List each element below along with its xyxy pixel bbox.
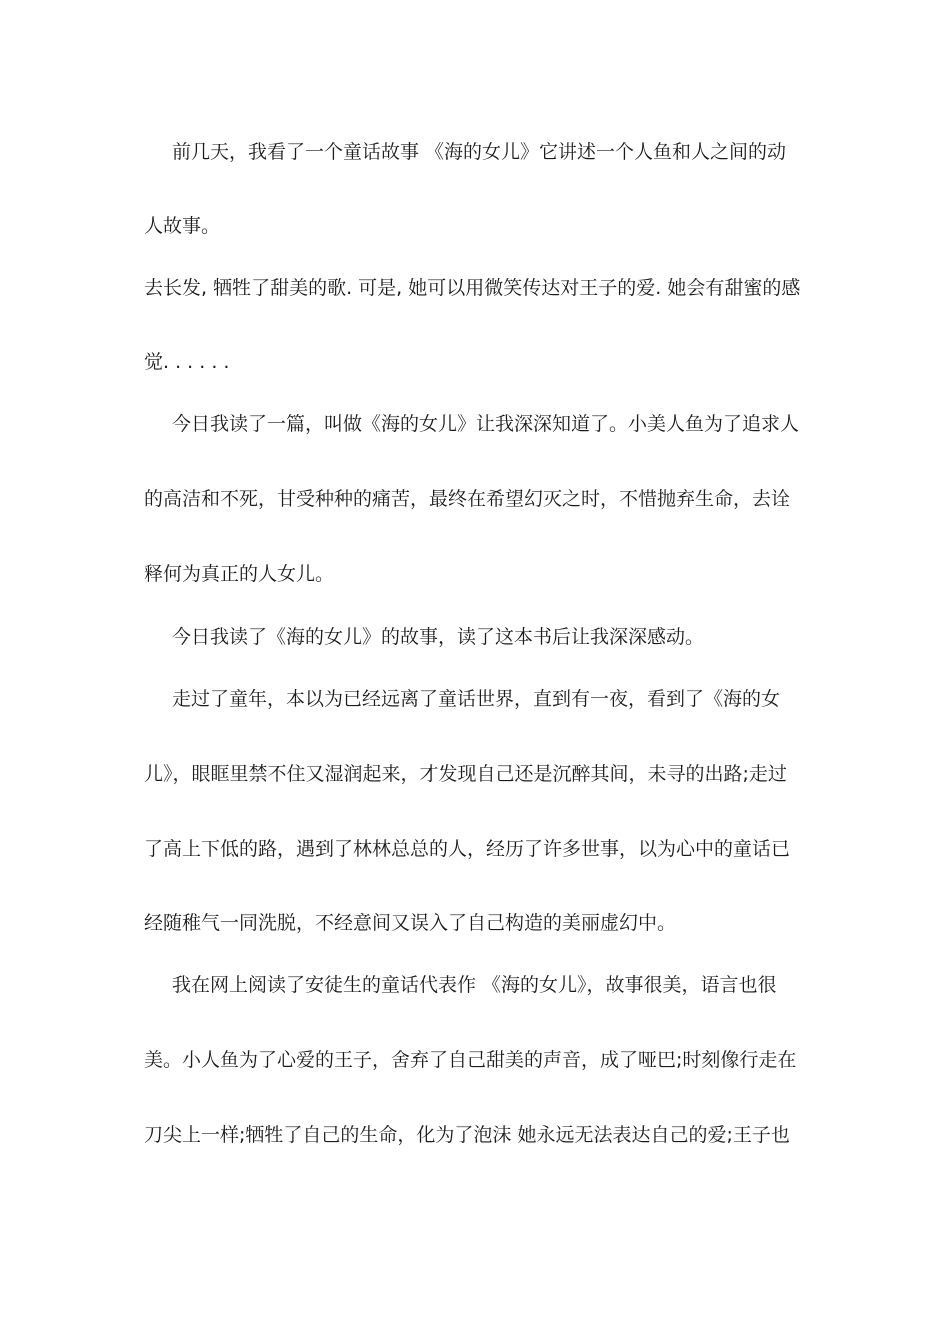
paragraph-line: 了高上下低的路，遇到了林林总总的人，经历了许多世事，以为心中的童话已 — [144, 838, 791, 860]
paragraph-line: 的高洁和不死，甘受种种的痛苦，最终在希望幻灭之时，不惜抛弃生命，去诠 — [144, 488, 791, 510]
paragraph-line: 去长发, 牺牲了甜美的歌. 可是, 她可以用微笑传达对王子的爱. 她会有甜蜜的感 — [144, 277, 801, 299]
paragraph-line: 觉. . . . . . — [144, 351, 230, 373]
paragraph-line: 经随稚气一同洗脱，不经意间又误入了自己构造的美丽虚幻中。 — [144, 912, 677, 934]
paragraph-line: 今日我读了《海的女儿》的故事，读了这本书后让我深深感动。 — [172, 626, 705, 648]
paragraph-line: 走过了童年，本以为已经远离了童话世界，直到有一夜，看到了《海的女 — [172, 688, 781, 710]
paragraph-line: 人故事。 — [144, 215, 221, 237]
paragraph-line: 我在网上阅读了安徒生的童话代表作 《海的女儿》，故事很美，语言也很 — [172, 974, 777, 996]
paragraph-line: 儿》，眼眶里禁不住又湿润起来，才发现自己还是沉醉其间，未寻的出路;走过 — [144, 763, 787, 785]
paragraph-line: 美。小人鱼为了心爱的王子，舍弃了自己甜美的声音，成了哑巴;时刻像行走在 — [144, 1049, 797, 1071]
paragraph-line: 前几天，我看了一个童话故事 《海的女儿》它讲述一个人鱼和人之间的动 — [172, 141, 787, 163]
paragraph-line: 刀尖上一样;牺牲了自己的生命，化为了泡沫 她永远无法表达自己的爱;王子也 — [144, 1124, 790, 1146]
paragraph-line: 今日我读了一篇，叫做《海的女儿》让我深深知道了。小美人鱼为了追求人 — [172, 413, 800, 435]
paragraph-line: 释何为真正的人女儿。 — [144, 563, 335, 585]
